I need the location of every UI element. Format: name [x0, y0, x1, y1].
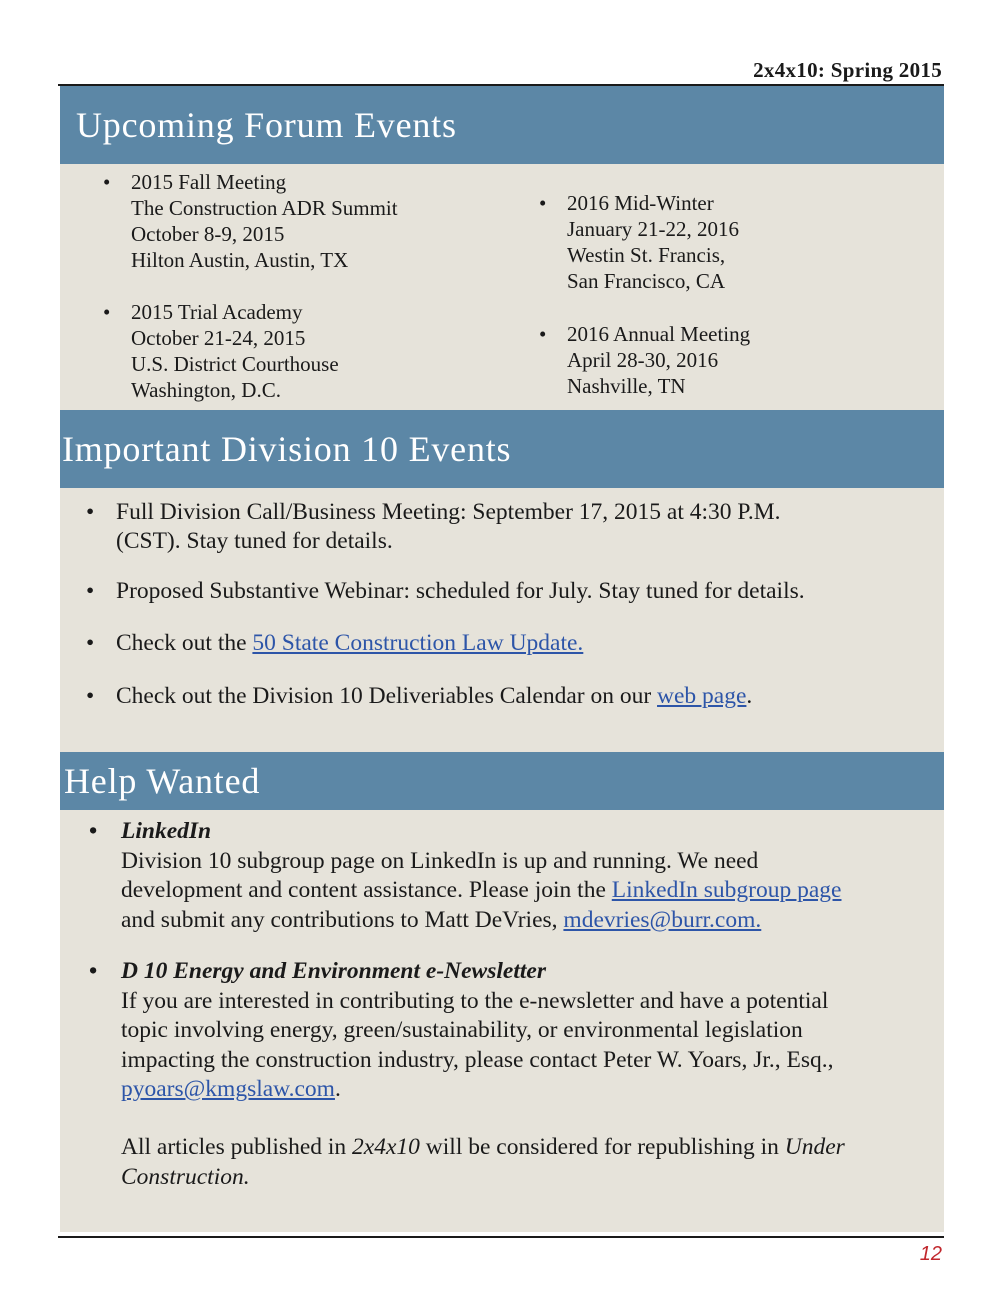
item-text: .	[746, 683, 753, 709]
event-location: San Francisco, CA	[567, 269, 726, 293]
section-header-division10	[60, 410, 944, 488]
section-header-forum	[60, 86, 944, 164]
event-item	[539, 321, 751, 399]
section-title: Help Wanted	[64, 761, 261, 801]
bullet: •	[103, 170, 111, 194]
bullet: •	[89, 818, 98, 844]
list-item	[86, 577, 805, 606]
item-text: impacting the construction industry, please contact Peter W. Yoars, Jr., Esq.,	[121, 1046, 834, 1073]
bullet: •	[539, 191, 547, 215]
publication-name: 2x4x10	[352, 1134, 420, 1160]
section-header-help-wanted	[60, 752, 944, 810]
republishing-note	[121, 1133, 845, 1192]
web-page-link[interactable]: web page	[657, 683, 747, 709]
event-date: October 21-24, 2015	[131, 326, 306, 350]
page-number: 12	[919, 1243, 942, 1265]
publication-name: Under	[784, 1134, 845, 1160]
linkedin-subgroup-link[interactable]: LinkedIn subgroup page	[611, 877, 842, 903]
bullet: •	[103, 300, 111, 324]
state-law-update-link[interactable]: 50 State Construction Law Update.	[252, 630, 584, 656]
event-item	[103, 169, 398, 273]
running-header: 2x4x10: Spring 2015	[753, 58, 942, 82]
event-date: October 8-9, 2015	[131, 222, 285, 246]
note-text: All articles published in	[121, 1134, 353, 1160]
event-line: The Construction ADR Summit	[131, 196, 398, 220]
event-line: Westin St. Francis,	[567, 243, 726, 267]
item-text: Division 10 subgroup page on LinkedIn is up and running. We need	[121, 847, 759, 874]
event-item	[539, 190, 740, 294]
email-link[interactable]: pyoars@kmgslaw.com	[121, 1076, 335, 1102]
item-text: If you are interested in contributing to the e-newsletter and have a potential	[121, 987, 829, 1014]
event-date: April 28-30, 2016	[567, 348, 719, 372]
item-text: Check out the Division 10 Deliveriables Calendar on our	[116, 683, 658, 709]
list-item	[86, 498, 781, 556]
event-location: Hilton Austin, Austin, TX	[131, 248, 349, 272]
section-title: Important Division 10 Events	[62, 429, 512, 469]
item-text: Full Division Call/Business Meeting: September 17, 2015 at 4:30 P.M.	[116, 499, 781, 525]
item-title: D 10 Energy and Environment e-Newsletter	[121, 958, 546, 984]
section-title: Upcoming Forum Events	[76, 105, 457, 145]
email-link[interactable]: mdevries@burr.com.	[563, 906, 762, 933]
bullet: •	[539, 322, 547, 346]
event-title: 2016 Mid-Winter	[567, 191, 714, 215]
help-item-linkedin	[89, 817, 842, 935]
item-text: development and content assistance. Please join the	[121, 877, 612, 903]
bullet: •	[86, 683, 95, 709]
item-text: Proposed Substantive Webinar: scheduled for July. Stay tuned for details.	[116, 578, 805, 604]
bottom-rule	[58, 1236, 944, 1238]
bullet: •	[86, 578, 95, 604]
publication-name: Construction.	[121, 1163, 250, 1190]
event-title: 2015 Trial Academy	[131, 300, 303, 324]
item-text: (CST). Stay tuned for details.	[116, 528, 393, 554]
item-text: Check out the	[116, 630, 253, 656]
list-item	[86, 682, 753, 711]
bullet: •	[86, 499, 95, 525]
event-location: Nashville, TN	[567, 374, 686, 398]
event-date: January 21-22, 2016	[567, 217, 740, 241]
event-item	[103, 299, 339, 403]
event-line: U.S. District Courthouse	[131, 352, 339, 376]
item-text: topic involving energy, green/sustainability, or environmental legislation	[121, 1017, 803, 1043]
bullet: •	[89, 958, 98, 984]
item-text: .	[334, 1076, 341, 1102]
bullet: •	[86, 630, 95, 656]
event-title: 2016 Annual Meeting	[567, 322, 751, 346]
item-title: LinkedIn	[121, 818, 212, 844]
help-item-energy	[89, 957, 834, 1105]
event-title: 2015 Fall Meeting	[131, 170, 287, 194]
list-item	[86, 629, 584, 658]
note-text: will be considered for republishing in	[419, 1134, 785, 1160]
item-text: and submit any contributions to Matt DeVries,	[121, 906, 564, 933]
event-location: Washington, D.C.	[131, 378, 281, 402]
